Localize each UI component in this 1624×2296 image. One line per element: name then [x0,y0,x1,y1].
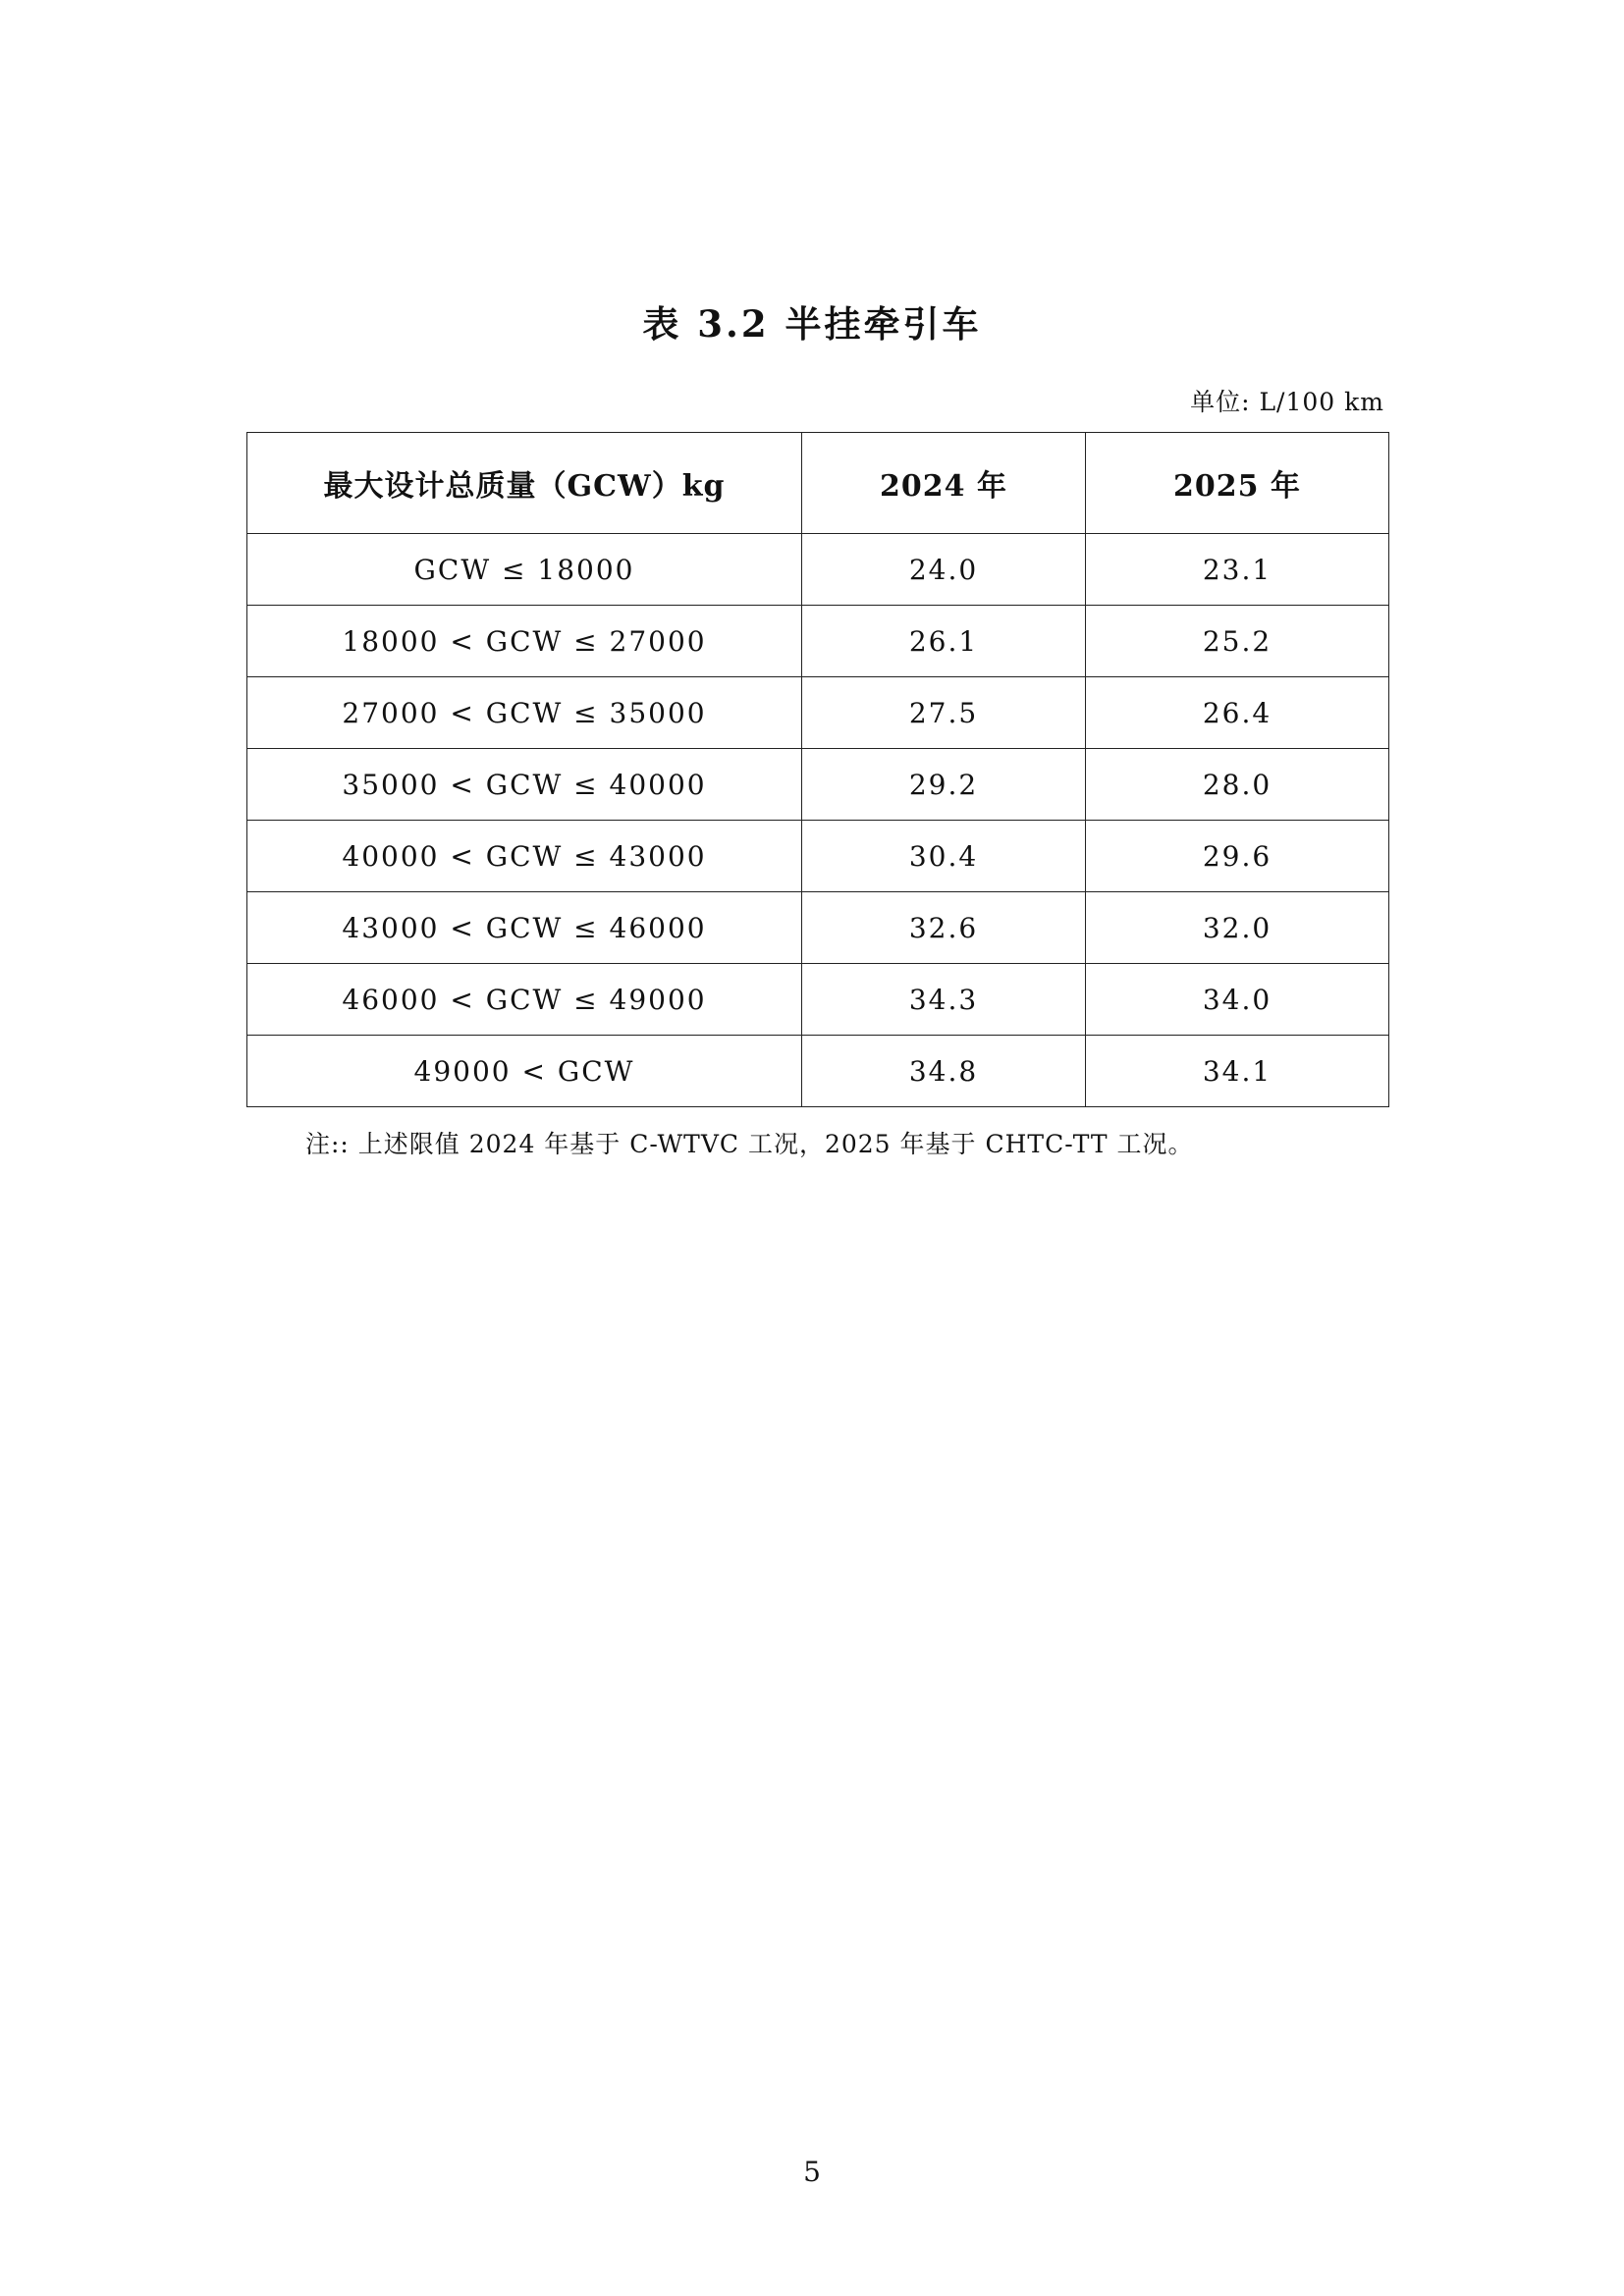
cell-gcw-range: 18000 < GCW ≤ 27000 [247,606,802,677]
header-2025: 2025 年 [1086,433,1389,534]
cell-gcw-range: 49000 < GCW [247,1036,802,1107]
cell-2025-value: 28.0 [1086,749,1389,821]
cell-2024-value: 24.0 [802,534,1086,606]
table-note: 注:: 上述限值 2024 年基于 C-WTVC 工况，2025 年基于 CHTC-TT 工况。 [305,1130,1194,1158]
cell-gcw-range: 46000 < GCW ≤ 49000 [247,964,802,1036]
fuel-limit-table [246,432,1389,1107]
cell-2025-value: 34.0 [1086,964,1389,1036]
cell-2025-value: 26.4 [1086,677,1389,749]
cell-2024-value: 32.6 [802,892,1086,964]
table-row [247,1036,1389,1107]
table-header-row [247,433,1389,534]
cell-2025-value: 25.2 [1086,606,1389,677]
cell-gcw-range: 43000 < GCW ≤ 46000 [247,892,802,964]
table-row [247,677,1389,749]
cell-2024-value: 34.8 [802,1036,1086,1107]
table-row [247,821,1389,892]
table-row [247,534,1389,606]
header-2024: 2024 年 [802,433,1086,534]
cell-gcw-range: 27000 < GCW ≤ 35000 [247,677,802,749]
cell-gcw-range: GCW ≤ 18000 [247,534,802,606]
table-row [247,749,1389,821]
page-number: 5 [803,2156,821,2188]
cell-2025-value: 32.0 [1086,892,1389,964]
cell-2024-value: 30.4 [802,821,1086,892]
cell-2024-value: 29.2 [802,749,1086,821]
header-gcw: 最大设计总质量（GCW）kg [247,433,802,534]
table-row [247,606,1389,677]
cell-gcw-range: 35000 < GCW ≤ 40000 [247,749,802,821]
cell-2025-value: 29.6 [1086,821,1389,892]
unit-label: 单位: L/100 km [1190,388,1384,416]
cell-2025-value: 23.1 [1086,534,1389,606]
cell-gcw-range: 40000 < GCW ≤ 43000 [247,821,802,892]
table-title: 表 3.2 半挂牵引车 [642,302,982,346]
table-row [247,964,1389,1036]
cell-2025-value: 34.1 [1086,1036,1389,1107]
cell-2024-value: 26.1 [802,606,1086,677]
cell-2024-value: 34.3 [802,964,1086,1036]
table-row [247,892,1389,964]
cell-2024-value: 27.5 [802,677,1086,749]
